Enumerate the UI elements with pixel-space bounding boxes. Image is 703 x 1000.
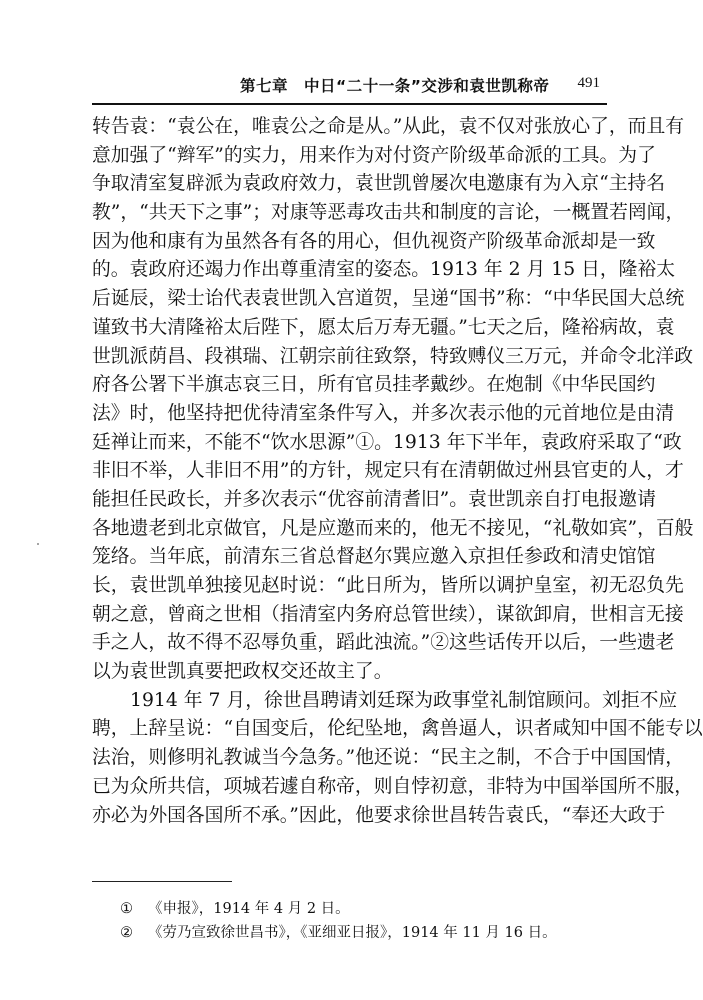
body-line: 谨致书大清隆裕太后陛下，愿太后万寿无疆。”七天之后，隆裕病故，袁	[92, 316, 675, 338]
footnote-text: 《申报》，1914 年 4 月 2 日。	[148, 901, 350, 917]
body-line: 已为众所共信，项城若遽自称帝，则自悖初意，非特为中国举国所不服，	[92, 775, 693, 797]
body-line: 聘，上辞呈说：“自国变后，伦纪坠地，禽兽逼人，识者咸知中国不能专以	[92, 718, 703, 740]
body-line: 亦必为外国各国所不承。”因此，他要求徐世昌转告袁氏，“奉还大政于	[92, 804, 666, 826]
body-line: 能担任民政长，并多次表示“优容前清耆旧”。袁世凯亲自打电报邀请	[92, 488, 656, 510]
footnote-rule	[92, 881, 232, 882]
body-line: 府各公署下半旗志哀三日，所有官员挂孝戴纱。在炮制《中华民国约	[92, 374, 656, 396]
footnote-mark: ①	[120, 901, 133, 917]
body-text	[92, 113, 703, 830]
body-line: 后诞辰，梁士诒代表袁世凯入宫道贺，呈递“国书”称：“中华民国大总统	[92, 288, 685, 310]
body-line: 1914 年 7 月，徐世昌聘请刘廷琛为政事堂礼制馆顾问。刘拒不应	[130, 689, 678, 711]
footnotes	[120, 897, 600, 945]
body-line: 的。袁政府还竭力作出尊重清室的姿态。1913 年 2 月 15 日，隆裕太	[92, 259, 676, 281]
body-line: 法》时，他坚持把优待清室条件写入，并多次表示他的元首地位是由清	[92, 402, 675, 424]
footnote-mark: ②	[120, 925, 133, 941]
body-line: 笼络。当年底，前清东三省总督赵尔巽应邀入京担任参政和清史馆馆	[92, 546, 656, 568]
margin-speck	[37, 543, 39, 545]
page-number: 491	[577, 75, 600, 91]
footnote	[120, 921, 600, 945]
running-header	[92, 74, 612, 96]
body-line: 因为他和康有为虽然各有各的用心，但仇视资产阶级革命派却是一致	[92, 230, 656, 252]
header-rule	[92, 103, 607, 105]
footnote	[120, 897, 600, 921]
body-line: 意加强了“辫军”的实力，用来作为对付资产阶级革命派的工具。为了	[92, 144, 656, 166]
body-line: 廷禅让而来，不能不“饮水思源”①。1913 年下半年，袁政府采取了“政	[92, 431, 682, 453]
body-line: 长，袁世凯单独接见赵时说：“此日所为，皆所以调护皇室，初无忍负先	[92, 575, 684, 596]
body-line: 以为袁世凯真要把政权交还故主了。	[92, 661, 393, 683]
body-line: 朝之意，曾商之世相（指清室内务府总管世续），谋欲卸肩，世相言无接	[92, 603, 684, 625]
body-line: 手之人，故不得不忍辱负重，蹈此浊流。”②这些话传开以后，一些遗老	[92, 632, 675, 654]
body-line: 法治，则修明礼教诚当今急务。”他还说：“民主之制，不合于中国国情，	[92, 747, 685, 769]
body-line: 非旧不举，人非旧不用”的方针，规定只有在清朝做过州县官吏的人，才	[92, 460, 684, 482]
body-line: 争取清室复辟派为袁政府效力，袁世凯曾屡次电邀康有为入京“主持名	[92, 173, 666, 195]
body-line: 各地遗老到北京做官，凡是应邀而来的，他无不接见，“礼敬如宾”，百般	[92, 517, 694, 539]
chapter-title: 第七章 中日“二十一条”交涉和袁世凯称帝	[240, 77, 550, 95]
footnote-text: 《劳乃宣致徐世昌书》，《亚细亚日报》，1914 年 11 月 16 日。	[148, 925, 557, 941]
body-line: 世凯派荫昌、段祺瑞、江朝宗前往致祭，特致赙仪三万元，并命令北洋政	[92, 345, 693, 367]
body-line: 转告袁：“袁公在，唯袁公之命是从。”从此，袁不仅对张放心了，而且有	[92, 116, 685, 137]
body-line: 教”，“共天下之事”；对康等恶毒攻击共和制度的言论，一概置若罔闻，	[92, 202, 685, 224]
